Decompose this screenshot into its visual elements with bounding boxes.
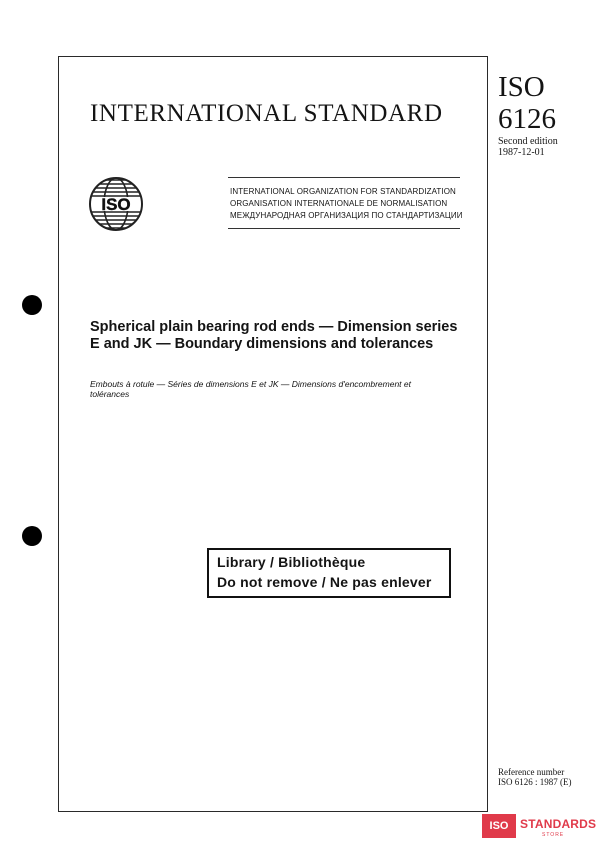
logo-text: ISO [101,195,131,214]
edition-info [498,136,558,158]
watermark-badge: ISO [482,814,516,838]
standard-type-title: INTERNATIONAL STANDARD [90,100,443,127]
edition-label: Second edition [498,136,558,147]
org-name-en: INTERNATIONAL ORGANIZATION FOR STANDARDIZATION [230,187,456,196]
iso-logo-icon [88,176,144,232]
edition-date: 1987-12-01 [498,147,545,158]
reference-block [498,767,572,787]
divider-bottom [228,228,460,229]
document-title-fr: Embouts à rotule — Séries de dimensions E et JK — Dimensions d'encombrement et tolérances [90,379,411,399]
stamp-line-1: Library / Bibliothèque [217,554,366,570]
document-title-en: Spherical plain bearing rod ends — Dimension series E and JK — Boundary dimensions and tolerances [90,319,458,352]
page-frame [58,56,488,812]
watermark-text: STANDARDS [520,817,597,831]
standards-store-watermark [482,812,597,842]
org-name-fr: ORGANISATION INTERNATIONALE DE NORMALISATION [230,199,448,208]
divider-top [228,177,460,178]
watermark-subtext: STORE [542,832,565,838]
iso-label: ISO [498,71,545,103]
binder-hole-top [22,295,42,315]
iso-number: 6126 [498,103,556,135]
reference-number: ISO 6126 : 1987 (E) [498,777,572,787]
stamp-line-2: Do not remove / Ne pas enlever [217,574,432,590]
reference-label: Reference number [498,767,565,777]
library-stamp [207,548,451,598]
org-name-ru: МЕЖДУНАРОДНАЯ ОРГАНИЗАЦИЯ ПО СТАНДАРТИЗАЦИИ [230,211,463,220]
binder-hole-bottom [22,526,42,546]
